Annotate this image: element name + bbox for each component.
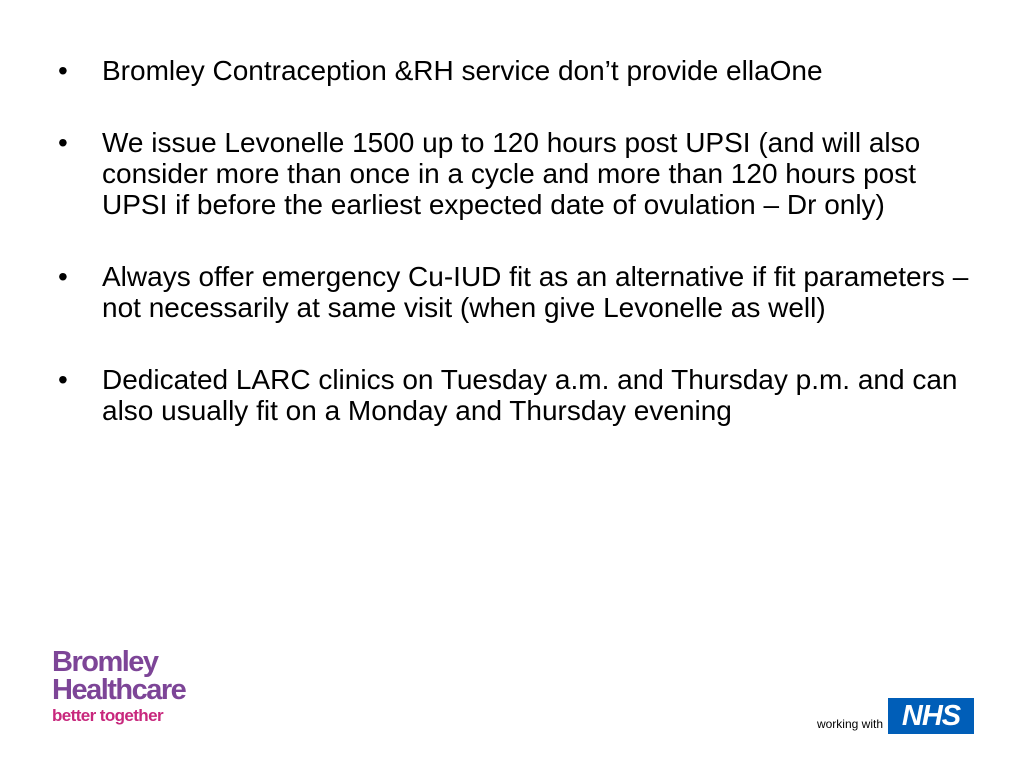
bullet-icon: • [58,55,68,86]
bullet-item-levonelle [58,127,978,220]
bullet-list [58,55,978,426]
bullet-icon: • [58,127,68,158]
bullet-item-ellaone [58,55,978,86]
bullet-text: We issue Levonelle 1500 up to 120 hours post UPSI (and will also consider more than once in a cycle and more than 120 hours post UPSI if before the earliest expected date of ovulation – Dr only) [102,127,921,220]
bullet-text: Always offer emergency Cu-IUD fit as an alternative if fit parameters – not necessarily at same visit (when give Levonelle as well) [102,261,969,323]
bullet-item-cu-iud [58,261,978,323]
bullet-icon: • [58,364,68,395]
nhs-logo: NHS [888,698,974,734]
logo-line-bromley: Bromley [52,646,158,678]
bromley-healthcare-logo [52,648,185,727]
nhs-partner-mark [817,698,974,734]
working-with-text: working with [816,717,883,731]
bullet-item-larc-clinics [58,364,978,426]
bullet-icon: • [58,261,68,292]
bullet-text: Bromley Contraception &RH service don’t provide ellaOne [102,55,823,86]
slide-body [58,55,978,426]
logo-line-healthcare: Healthcare [52,674,186,706]
logo-tagline: better together [52,706,163,725]
bullet-text: Dedicated LARC clinics on Tuesday a.m. and Thursday p.m. and can also usually fit on a Monday and Thursday evening [102,364,958,426]
